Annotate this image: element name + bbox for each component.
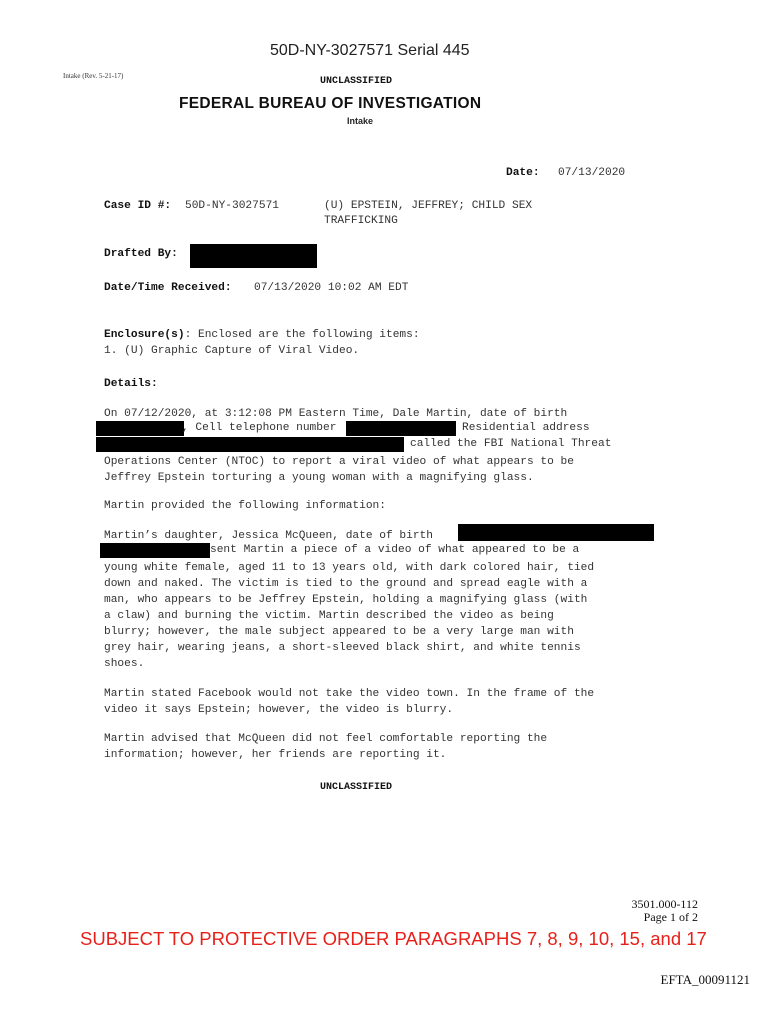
details-p3-line2: sent Martin a piece of a video of what appeared to be a (210, 544, 580, 556)
details-p1-line3: called the FBI National Threat (410, 438, 612, 450)
details-p3-line4: down and naked. The victim is tied to the ground and spread eagle with a (104, 578, 588, 590)
form-version: Intake (Rev. 5-21-17) (63, 72, 124, 80)
details-p3-line5: man, who appears to be Jeffrey Epstein, holding a magnifying glass (with (104, 594, 588, 606)
efta-number: EFTA_00091121 (660, 972, 750, 987)
received-value: 07/13/2020 10:02 AM EDT (254, 282, 409, 294)
date-value: 07/13/2020 (558, 167, 626, 179)
details-p1-line2a: , Cell telephone number (182, 422, 337, 434)
details-label: Details: (104, 378, 158, 390)
redaction-drafted-by (190, 244, 317, 268)
details-p4-line1: Martin stated Facebook would not take the video town. In the frame of the (104, 688, 595, 700)
case-title-line2: TRAFFICKING (324, 215, 398, 227)
enclosures-label: Enclosure(s) (104, 329, 185, 341)
classification-bottom: UNCLASSIFIED (320, 782, 393, 793)
details-p5-line1: Martin advised that McQueen did not feel comfortable reporting the (104, 733, 548, 745)
received-label: Date/Time Received: (104, 282, 232, 294)
redaction-phone (346, 421, 456, 436)
details-p2: Martin provided the following information: (104, 500, 386, 512)
details-p1-line5: Jeffrey Epstein torturing a young woman with a magnifying glass. (104, 472, 534, 484)
case-title-line1: (U) EPSTEIN, JEFFREY; CHILD SEX (324, 200, 533, 212)
serial-number: 50D-NY-3027571 Serial 445 (270, 42, 470, 59)
case-id-value: 50D-NY-3027571 (185, 200, 279, 212)
details-p1-line2b: Residential address (462, 422, 590, 434)
agency-title: FEDERAL BUREAU OF INVESTIGATION (179, 95, 482, 112)
enclosures (104, 329, 420, 341)
details-p3-line1: Martin’s daughter, Jessica McQueen, date of birth (104, 530, 433, 542)
drafted-by-label: Drafted By: (104, 248, 178, 260)
redaction-dob (96, 421, 184, 436)
redaction-daughter-dob (458, 524, 654, 541)
details-p3-line3: young white female, aged 11 to 13 years old, with dark colored hair, tied (104, 562, 595, 574)
case-id-label: Case ID #: (104, 200, 172, 212)
date-label: Date: (506, 167, 540, 179)
redaction-address (96, 437, 404, 452)
details-p1-line4: Operations Center (NTOC) to report a viral video of what appears to be (104, 456, 574, 468)
details-p1-line1: On 07/12/2020, at 3:12:08 PM Eastern Time, Dale Martin, date of birth (104, 408, 568, 420)
details-p3-line7: blurry; however, the male subject appeared to be a very large man with (104, 626, 574, 638)
doc-number: 3501.000-112 (631, 897, 698, 911)
protective-order-notice: SUBJECT TO PROTECTIVE ORDER PARAGRAPHS 7, 8, 9, 10, 15, and 17 (80, 928, 707, 949)
page-number: Page 1 of 2 (643, 910, 698, 924)
details-p3-line9: shoes. (104, 658, 145, 670)
form-type: Intake (347, 116, 374, 126)
details-p3-line8: grey hair, wearing jeans, a short-sleeved black shirt, and white tennis (104, 642, 581, 654)
details-p3-line6: a claw) and burning the victim. Martin described the video as being (104, 610, 554, 622)
redaction-daughter-info (100, 543, 210, 558)
details-p5-line2: information; however, her friends are reporting it. (104, 749, 447, 761)
enclosure-item-1: 1. (U) Graphic Capture of Viral Video. (104, 345, 360, 357)
enclosures-intro: : Enclosed are the following items: (184, 329, 420, 341)
classification-top: UNCLASSIFIED (320, 76, 393, 87)
details-p4-line2: video it says Epstein; however, the video is blurry. (104, 704, 454, 716)
